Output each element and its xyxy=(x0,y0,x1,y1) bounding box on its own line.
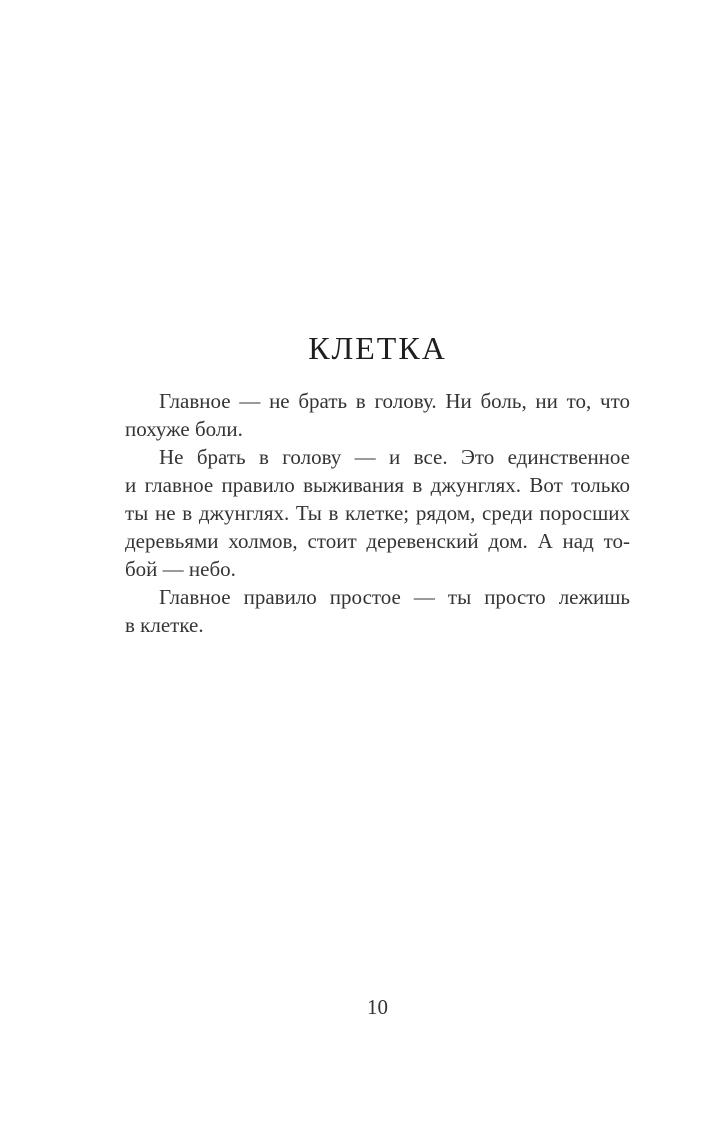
paragraph xyxy=(125,387,630,443)
paragraph xyxy=(125,583,630,639)
text-line: бой — небо. xyxy=(125,557,236,581)
chapter-title: КЛЕТКА xyxy=(308,330,447,366)
text-line: в клетке. xyxy=(125,613,204,637)
text-line: и главное правило выживания в джунглях. Вот только xyxy=(125,473,630,497)
paragraph xyxy=(125,443,630,583)
text-line: деревьями холмов, стоит деревенский дом. А над то- xyxy=(125,529,630,553)
text-line: Не брать в голову — и все. Это единственное xyxy=(159,445,630,469)
text-line: похуже боли. xyxy=(125,417,243,441)
text-line: Главное правило простое — ты просто лежишь xyxy=(159,585,630,609)
text-line: ты не в джунглях. Ты в клетке; рядом, среди поросших xyxy=(125,501,630,525)
text-line: Главное — не брать в голову. Ни боль, ни то, что xyxy=(159,389,630,413)
chapter-text-block xyxy=(125,387,630,639)
page-number: 10 xyxy=(367,995,388,1019)
